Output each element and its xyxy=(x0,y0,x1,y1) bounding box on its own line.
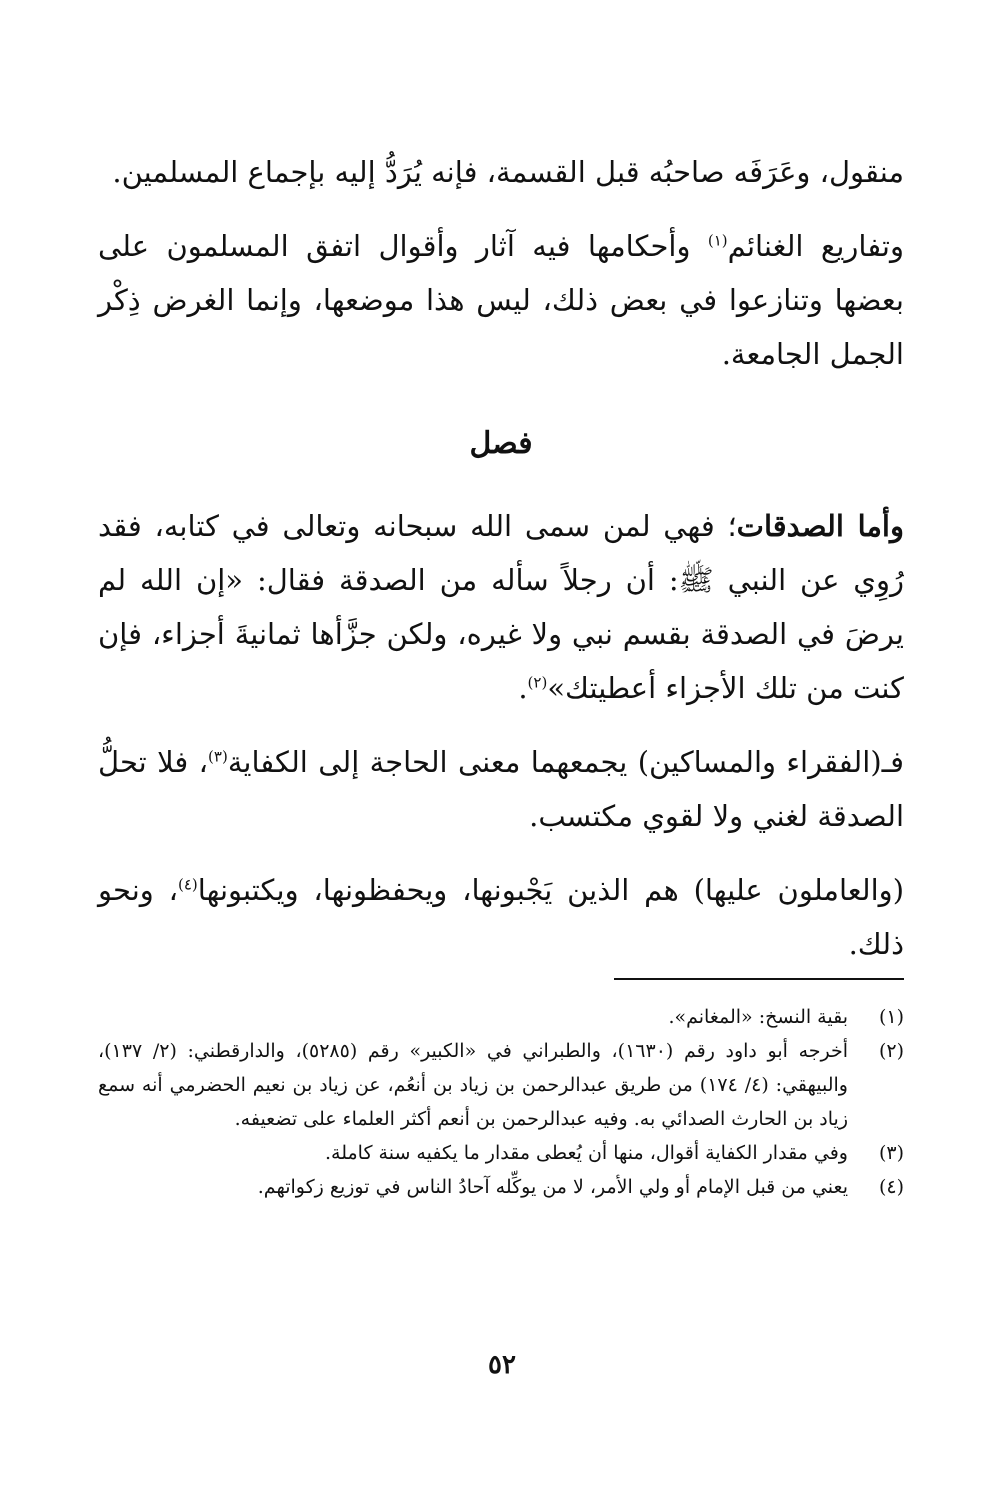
footnote-4 xyxy=(98,1170,904,1204)
paragraph-3-text-b: . xyxy=(518,671,528,705)
footnote-text: يعني من قبل الإمام أو ولي الأمر، لا من يوكِّله آحادُ الناس في توزيع زكواتهم. xyxy=(257,1176,848,1198)
footnote-number: (٣) xyxy=(878,1142,904,1164)
footnote-3 xyxy=(98,1136,904,1170)
paragraph-4-text-b: ، فلا تحلُّ الصدقة لغني ولا لقوي مكتسب. xyxy=(98,745,904,833)
footnote-ref-1: (١) xyxy=(707,231,728,250)
footnote-ref-2: (٢) xyxy=(527,673,548,692)
footnote-ref-4: (٤) xyxy=(177,875,198,894)
footnote-2 xyxy=(98,1034,904,1136)
footnote-number: (١) xyxy=(878,1006,904,1028)
page-number: ٥٢ xyxy=(488,1350,516,1380)
paragraph-2-text-a: وتفاريع الغنائم xyxy=(727,229,904,263)
paragraph-3-bold-term: وأما الصدقات xyxy=(736,509,904,543)
footnote-number: (٢) xyxy=(878,1040,904,1062)
footnote-number: (٤) xyxy=(878,1176,904,1198)
paragraph-5 xyxy=(98,863,904,971)
paragraph-1 xyxy=(98,145,904,199)
footnotes xyxy=(98,1000,904,1204)
paragraph-5-text-a: (والعاملون عليها) هم الذين يَجْبونها، ويحفظونها، ويكتبونها xyxy=(197,873,905,907)
paragraph-4 xyxy=(98,735,904,843)
paragraph-3-text-a: ؛ فهي لمن سمى الله سبحانه وتعالى في كتابه، فقد رُوِي عن النبي ﷺ: أن رجلاً سأله من الصدقة فقال: «إن الله لم يرضَ في الصدقة بقسم نبي ولا غيره، ولكن جزَّأها ثمانيةَ أجزاء، فإن كنت من تلك الأجزاء أعطيتك» xyxy=(98,509,904,705)
paragraph-1-text: منقول، وعَرَفَه صاحبُه قبل القسمة، فإنه يُرَدُّ إليه بإجماع المسلمين. xyxy=(112,155,904,189)
paragraph-2-text-b: وأحكامها فيه آثار وأقوال اتفق المسلمون على بعضها وتنازعوا في بعض ذلك، ليس هذا موضعها، وإنما الغرض ذِكْر الجمل الجامعة. xyxy=(98,229,904,371)
paragraph-3 xyxy=(98,499,904,715)
section-heading: فصل xyxy=(469,426,533,461)
footnote-text: بقية النسخ: «المغانم». xyxy=(668,1006,848,1028)
footnote-ref-3: (٣) xyxy=(208,747,228,766)
footnote-text: وفي مقدار الكفاية أقوال، منها أن يُعطى مقدار ما يكفيه سنة كاملة. xyxy=(324,1142,848,1164)
paragraph-5-text-b: ، ونحو ذلك. xyxy=(98,873,904,961)
footnote-text: أخرجه أبو داود رقم (١٦٣٠)، والطبراني في «الكبير» رقم (٥٢٨٥)، والدارقطني: (٢/ ١٣٧)، والبيهقي: (٤/ ١٧٤) من طريق عبدالرحمن بن زياد بن أنعُم، عن زياد بن نعيم الحضرمي أنه سمع زياد بن الحارث الصدائي به. وفيه عبدالرحمن بن أنعم أكثر العلماء على تضعيفه. xyxy=(98,1040,849,1130)
footnote-separator xyxy=(614,978,904,980)
paragraph-4-text-a: فـ(الفقراء والمساكين) يجمعهما معنى الحاجة إلى الكفاية xyxy=(227,745,904,779)
main-text xyxy=(98,145,904,991)
footnote-1 xyxy=(98,1000,904,1034)
paragraph-2 xyxy=(98,219,904,381)
